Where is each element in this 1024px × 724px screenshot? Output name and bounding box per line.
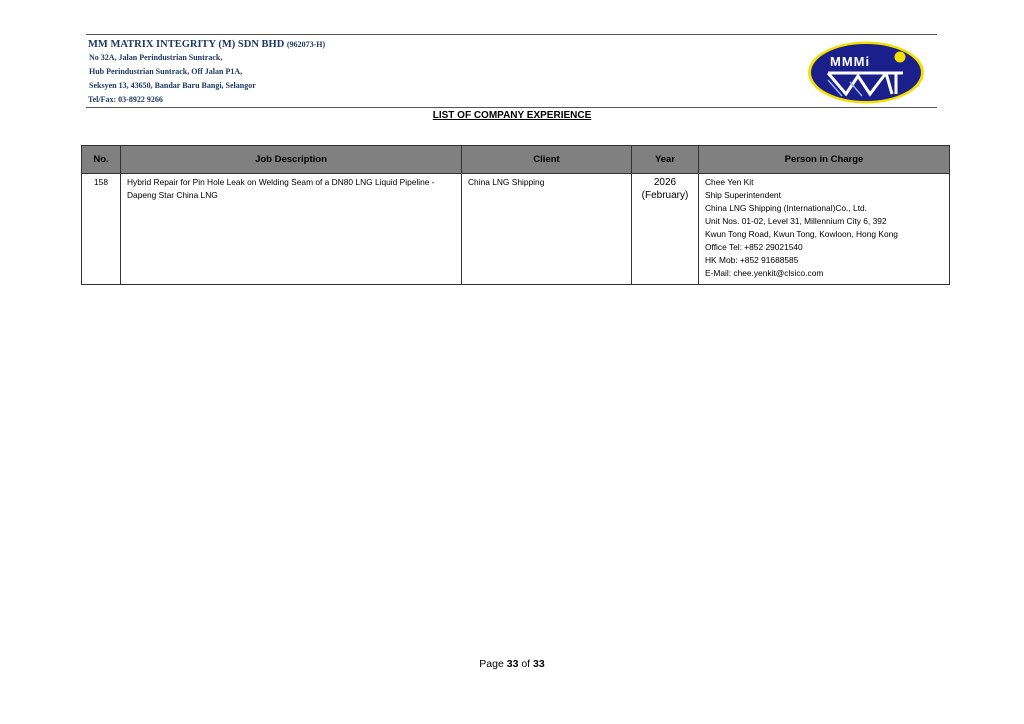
address-line: Seksyen 13, 43650, Bandar Baru Bangi, Selangor xyxy=(89,81,256,90)
pic-name: Chee Yen Kit xyxy=(705,177,754,187)
header-bottom-rule xyxy=(86,107,937,108)
cell-year xyxy=(632,174,699,285)
footer-of: of xyxy=(521,658,531,670)
address-line: No 32A, Jalan Perindustrian Suntrack, xyxy=(89,53,223,62)
pic-company: China LNG Shipping (International)Co., Ltd. xyxy=(705,203,868,213)
company-logo xyxy=(806,40,926,105)
header-year: Year xyxy=(632,146,699,174)
table-row xyxy=(82,174,950,285)
footer-current-page: 33 xyxy=(506,658,519,670)
header-top-rule xyxy=(86,34,937,35)
company-registration: (962073-H) xyxy=(286,40,326,49)
pic-address-line: Kwun Tong Road, Kwun Tong, Kowloon, Hong Kong xyxy=(705,229,898,239)
footer-page-label: Page xyxy=(479,658,504,670)
experience-table xyxy=(81,145,950,285)
tel-fax: Tel/Fax: 03-8922 9266 xyxy=(88,95,163,104)
company-name: MM MATRIX INTEGRITY (M) SDN BHD xyxy=(88,39,285,50)
cell-client: China LNG Shipping xyxy=(462,174,632,285)
pic-title: Ship Superintendent xyxy=(705,190,781,200)
page-footer xyxy=(0,658,1024,670)
logo-text: MMMi xyxy=(830,54,871,69)
company-info xyxy=(88,38,325,107)
page-title: LIST OF COMPANY EXPERIENCE xyxy=(432,110,592,121)
pic-address-line: Unit Nos. 01-02, Level 31, Millennium City 6, 392 xyxy=(705,216,887,226)
header-person-in-charge: Person in Charge xyxy=(699,146,950,174)
pic-mobile: HK Mob: +852 91688585 xyxy=(705,255,799,265)
header-no: No. xyxy=(82,146,121,174)
year-month: (February) xyxy=(641,190,689,201)
pic-email: E-Mail: chee.yenkit@clsico.com xyxy=(705,268,824,278)
cell-no: 158 xyxy=(82,174,121,285)
cell-job-description: Hybrid Repair for Pin Hole Leak on Welding Seam of a DN80 LNG Liquid Pipeline - Dapeng Star China LNG xyxy=(121,174,462,285)
header-job-description: Job Description xyxy=(121,146,462,174)
table-header-row xyxy=(82,146,950,174)
pic-office-tel: Office Tel: +852 29021540 xyxy=(705,242,803,252)
header-client: Client xyxy=(462,146,632,174)
address-line: Hub Perindustrian Suntrack, Off Jalan P1A, xyxy=(89,67,243,76)
year-value: 2026 xyxy=(653,177,677,188)
footer-total-pages: 33 xyxy=(533,658,545,670)
cell-person-in-charge xyxy=(699,174,950,285)
